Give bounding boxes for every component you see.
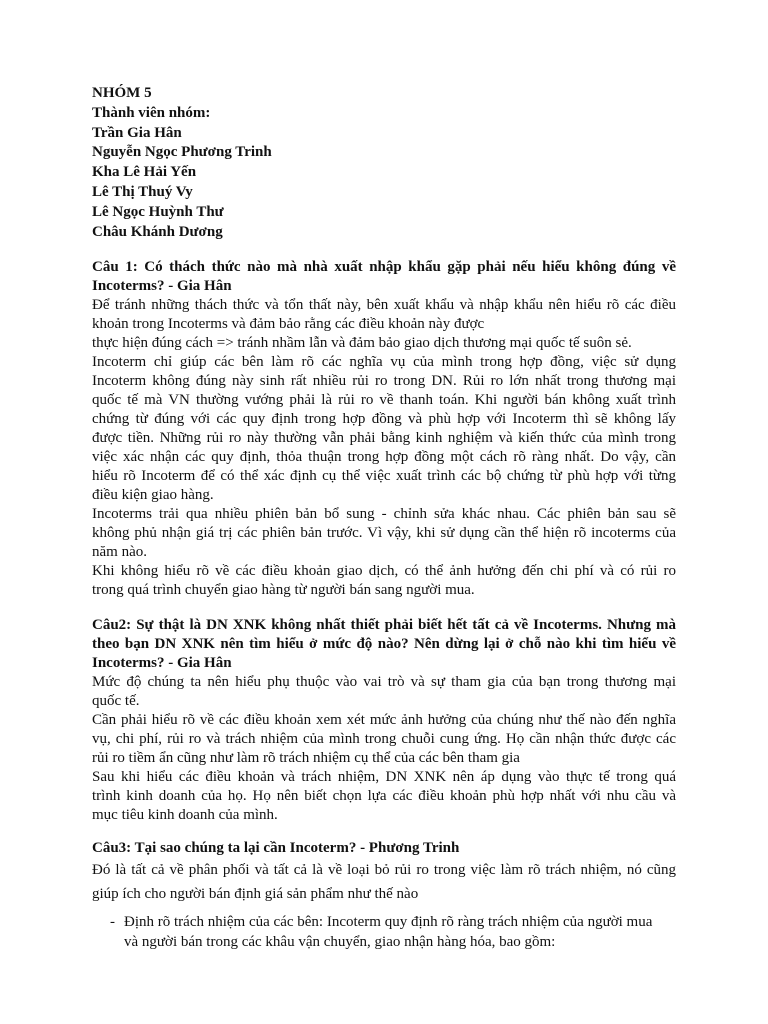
bullet-item	[92, 912, 676, 932]
question-title: Câu2: Sự thật là DN XNK không nhất thiết phải biết hết tất cả về Incoterms. Nhưng mà	[92, 617, 676, 634]
members-label: Thành viên nhóm:	[92, 104, 211, 121]
paragraph-line: Cần phải hiểu rõ về các điều khoản xem xét mức ảnh hưởng của chúng như thế nào đến nghĩa	[92, 712, 676, 729]
member-name: Châu Khánh Dương	[92, 223, 223, 240]
question-title: Câu3: Tại sao chúng ta lại cần Incoterm? - Phương Trinh	[92, 840, 460, 857]
question-2	[92, 616, 676, 825]
paragraph-line: không phủ nhận giá trị các phiên bản trước. Vì vậy, khi sử dụng cần thể hiện rõ incoterms của	[92, 525, 676, 542]
question-title: Incoterms? - Gia Hân	[92, 278, 232, 295]
bullet-dash: -	[110, 914, 115, 931]
paragraph-line: rủi ro tiềm ẩn cũng như làm rõ trách nhiệm cụ thể của các bên tham gia	[92, 750, 520, 767]
member-name: Lê Ngọc Huỳnh Thư	[92, 203, 224, 220]
spacer	[92, 242, 676, 258]
paragraph-line: được tiền. Những rủi ro này thường vẫn phải bằng kinh nghiệm và kiến thức của mình trong	[92, 430, 676, 447]
question-title: Incoterms? - Gia Hân	[92, 655, 232, 672]
bullet-continuation: và người bán trong các khâu vận chuyển, giao nhận hàng hóa, bao gồm:	[124, 934, 556, 951]
paragraph-line: Đó là tất cả về phân phối và tất cả là về loại bỏ rủi ro trong việc làm rõ trách nhiệm, nó cũng	[92, 862, 676, 879]
paragraph-line: giúp ích cho người bán định giá sản phẩm như thế nào	[92, 886, 419, 903]
member-name: Nguyễn Ngọc Phương Trinh	[92, 144, 272, 161]
bullet-text: Định rõ trách nhiệm của các bên: Incoterm quy định rõ ràng trách nhiệm của người mua	[124, 914, 653, 931]
question-title: theo bạn DN XNK nên tìm hiểu ở mức độ nào? Nên dừng lại ở chỗ nào khi tìm hiểu về	[92, 636, 676, 653]
paragraph-line: Incoterm chỉ giúp các bên làm rõ các nghĩa vụ của mình trong hợp đồng, việc sử dụng	[92, 354, 676, 371]
paragraph-line: Để tránh những thách thức và tổn thất này, bên xuất khẩu và nhập khẩu nên hiểu rõ các điều	[92, 297, 676, 314]
paragraph-line: việc xác nhận các quy định, thỏa thuận trong hợp đồng một cách rõ ràng nhất. Do vậy, cần	[92, 449, 676, 466]
paragraph-line: khoản trong Incoterms và đảm bảo rằng các điều khoản này được	[92, 316, 485, 333]
paragraph-line: Sau khi hiểu các điều khoản và trách nhiệm, DN XNK nên áp dụng vào thực tế trong quá	[92, 769, 676, 786]
paragraph-line: điều kiện giao hàng.	[92, 487, 214, 504]
paragraph-line: chứng từ đúng với các quy định trong hợp đồng và phù hợp với Incoterm thì sẽ không lấy	[92, 411, 676, 428]
paragraph-line: Mức độ chúng ta nên hiểu phụ thuộc vào vai trò và sự tham gia của bạn trong thương mại	[92, 674, 676, 691]
member-name: Kha Lê Hải Yến	[92, 164, 197, 181]
paragraph-line: trình kinh doanh của họ. Họ nên biết chọn lựa các điều khoản phù hợp nhất với nhu cầu và	[92, 788, 676, 805]
paragraph-line: vụ, chi phí, rủi ro và trách nhiệm của mình trong chuỗi cung ứng. Họ cần nhận thức được các	[92, 731, 676, 748]
paragraph-line: quốc tế.	[92, 693, 140, 710]
paragraph-line: năm nào.	[92, 544, 147, 561]
paragraph-line: Incoterms trải qua nhiều phiên bản bổ sung - chỉnh sửa khác nhau. Các phiên bản sau sẽ	[92, 506, 676, 523]
member-name: Trần Gia Hân	[92, 124, 182, 141]
question-title: Câu 1: Có thách thức nào mà nhà xuất nhập khẩu gặp phải nếu hiểu không đúng về	[92, 259, 676, 276]
paragraph-line: mục tiêu kinh doanh của mình.	[92, 807, 278, 824]
question-3-paragraph	[92, 858, 676, 906]
paragraph-line: thực hiện đúng cách => tránh nhầm lẫn và đảm bảo giao dịch thương mại quốc tế suôn sẻ.	[92, 335, 632, 352]
paragraph-line: trong quá trình chuyển giao hàng từ người bán sang người mua.	[92, 582, 475, 599]
spacer	[92, 825, 676, 839]
group-header	[92, 84, 676, 242]
paragraph-line: Khi không hiểu rõ về các điều khoản giao dịch, có thể ảnh hưởng đến chi phí và có rủi ro	[92, 563, 676, 580]
question-1	[92, 258, 676, 600]
paragraph-line: hiểu rõ Incoterm để có thể xác định cụ thể việc xuất trình các bộ chứng từ phù hợp với từng	[92, 468, 676, 485]
document-page	[92, 84, 676, 952]
spacer	[92, 600, 676, 616]
paragraph-line: quốc tế mà VN thường vướng phải là rủi ro về thanh toán. Khi người bán không xuất trình	[92, 392, 676, 409]
member-name: Lê Thị Thuý Vy	[92, 183, 193, 200]
question-3	[92, 839, 676, 952]
paragraph-line: Incoterm không đúng này sinh rất nhiều rủi ro trong DN. Rủi ro lớn nhất trong thương mại	[92, 373, 676, 390]
group-title: NHÓM 5	[92, 85, 152, 101]
